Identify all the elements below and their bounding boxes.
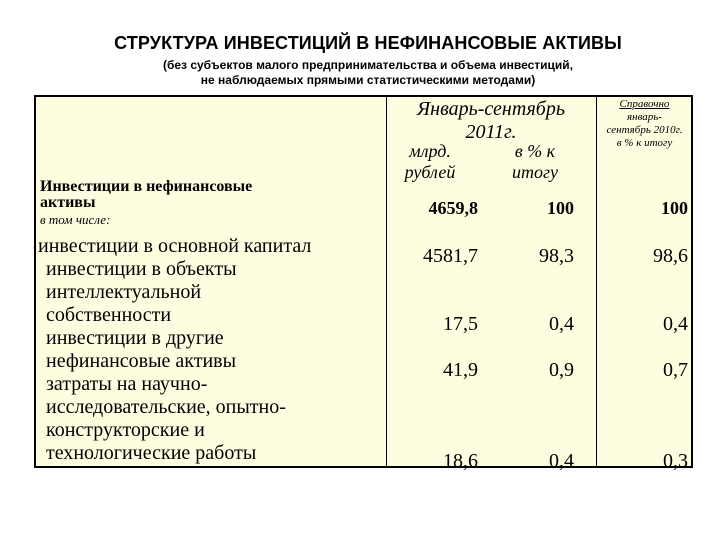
share-header-line-2: итогу (511, 162, 558, 182)
row-label-line: собственности (46, 304, 172, 326)
total-label-line-1: Инвестиции в нефинансовые (40, 178, 253, 195)
total-reference: 100 (661, 198, 688, 218)
subtitle-line-1: (без субъектов малого предпринимательства и объема инвестиций, (162, 58, 574, 72)
reference-header-line-1: Справочно (619, 98, 670, 110)
row-label-line: конструкторские и (46, 419, 205, 441)
row-label-line: технологические работы (46, 442, 257, 464)
table-row-label (46, 258, 383, 327)
total-row-label (40, 179, 380, 211)
row-reference: 0,3 (663, 450, 688, 472)
column-divider (596, 97, 597, 466)
share-header-line-1: в % к (514, 141, 556, 161)
row-amount: 4581,7 (423, 245, 478, 267)
subtitle-line-2: не наблюдаемых прямыми статистическими методами) (200, 73, 536, 87)
row-share: 0,4 (549, 450, 574, 472)
period-header-line-1: Январь-сентябрь (417, 98, 565, 120)
row-share: 0,9 (549, 359, 574, 381)
row-amount: 41,9 (443, 359, 478, 381)
row-amount: 17,5 (443, 313, 478, 335)
page-subtitle (0, 58, 720, 88)
row-reference: 98,6 (653, 245, 688, 267)
row-amount: 18,6 (443, 450, 478, 472)
row-label-line: интеллектуальной (46, 281, 202, 303)
including-label: в том числе: (40, 212, 111, 227)
unit-header (386, 141, 474, 183)
row-share: 98,3 (539, 245, 574, 267)
reference-header-line-2: январь- (627, 111, 662, 123)
investment-structure-table (34, 95, 693, 472)
unit-header-line-2: рублей (404, 162, 456, 182)
table-row-label (46, 373, 383, 465)
unit-header-line-1: млрд. (409, 141, 451, 161)
reference-header-line-3: сентябрь 2010г. (606, 124, 683, 136)
row-label-line: инвестиции в другие (46, 327, 224, 349)
row-label-line: нефинансовые активы (46, 350, 237, 372)
row-label-line: исследовательские, опытно- (46, 396, 286, 418)
table-row-label (46, 327, 383, 373)
total-share: 100 (547, 198, 574, 218)
period-header (386, 98, 596, 144)
row-label-line: инвестиции в основной капитал (38, 235, 312, 257)
page-title: СТРУКТУРА ИНВЕСТИЦИЙ В НЕФИНАНСОВЫЕ АКТИВЫ (114, 33, 622, 53)
share-header (474, 141, 596, 183)
table-row-label (38, 235, 383, 258)
reference-header-line-4: в % к итогу (616, 137, 673, 149)
row-share: 0,4 (549, 313, 574, 335)
row-label-line: затраты на научно- (46, 373, 208, 395)
row-reference: 0,7 (663, 359, 688, 381)
row-label-line: инвестиции в объекты (46, 258, 237, 280)
row-reference: 0,4 (663, 313, 688, 335)
total-amount: 4659,8 (428, 198, 478, 218)
reference-header (596, 98, 693, 150)
period-header-line-2: 2011г. (465, 121, 517, 143)
total-label-line-2: активы (40, 194, 96, 211)
